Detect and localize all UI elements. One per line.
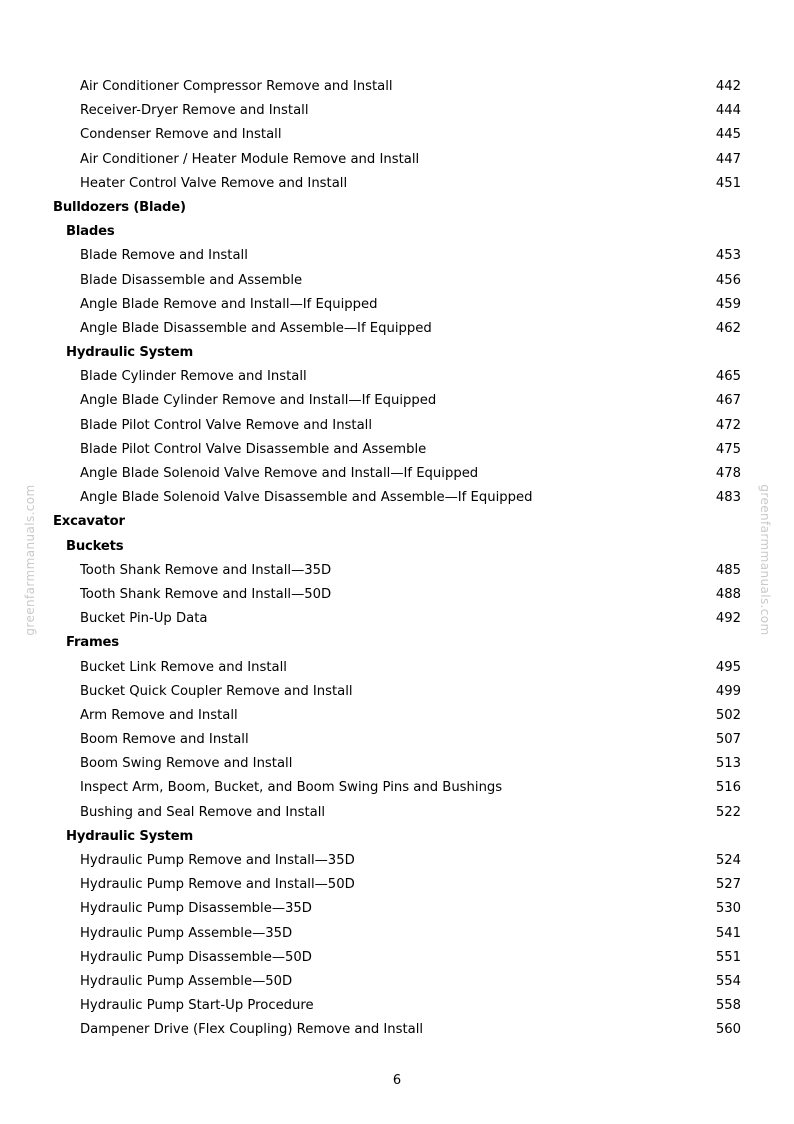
- toc-entry-title: Angle Blade Solenoid Valve Remove and Install—If Equipped: [80, 466, 479, 481]
- toc-entry-page: 462: [715, 320, 741, 336]
- toc-entry-title: Bucket Quick Coupler Remove and Install: [80, 683, 353, 699]
- toc-entry-title: Air Conditioner / Heater Module Remove and Install: [80, 151, 420, 167]
- toc-entry-page: 495: [715, 659, 741, 675]
- toc-entry[interactable]: [0, 559, 794, 583]
- toc-entry-title: Hydraulic Pump Assemble—50D: [80, 973, 293, 989]
- toc-entry[interactable]: [0, 269, 794, 293]
- toc-entry-title: Boom Swing Remove and Install: [80, 756, 293, 772]
- toc-entry[interactable]: [0, 728, 794, 752]
- toc-entry-title: Hydraulic Pump Start-Up Procedure: [80, 998, 314, 1014]
- toc-entry-title: Dampener Drive (Flex Coupling) Remove and Install: [80, 1022, 424, 1038]
- toc-entry-page: 451: [715, 175, 741, 191]
- watermark-left-text: greenfarmmanuals.com: [23, 484, 37, 636]
- toc-entry-page: 442: [715, 79, 741, 94]
- toc-entry[interactable]: [0, 922, 794, 946]
- toc-entry-page: 465: [715, 369, 741, 385]
- toc-entry-page: 467: [715, 393, 741, 409]
- toc-entry[interactable]: [0, 873, 794, 897]
- toc-entry[interactable]: [0, 776, 794, 800]
- toc-entry-page: 444: [715, 103, 741, 119]
- toc-subsection-heading: [0, 341, 794, 365]
- toc-entry-title: Inspect Arm, Boom, Bucket, and Boom Swing Pins and Bushings: [80, 780, 503, 796]
- toc-entry[interactable]: [0, 994, 794, 1018]
- toc-entry[interactable]: [0, 801, 794, 825]
- toc-entry-title: Boom Remove and Install: [80, 732, 249, 748]
- toc-entry[interactable]: [0, 704, 794, 728]
- toc-entry-title: Excavator: [53, 514, 125, 530]
- toc-entry[interactable]: [0, 897, 794, 921]
- toc-entry[interactable]: [0, 172, 794, 196]
- toc-entry-title: Bulldozers (Blade): [53, 199, 186, 215]
- toc-entry-title: Frames: [66, 635, 119, 651]
- toc-entry-title: Blades: [66, 224, 115, 240]
- toc-entry-page: 475: [715, 441, 741, 457]
- toc-entry[interactable]: [0, 414, 794, 438]
- toc-entry[interactable]: [0, 293, 794, 317]
- toc-entry[interactable]: [0, 389, 794, 413]
- toc-section-heading: [0, 196, 794, 220]
- toc-entry[interactable]: [0, 656, 794, 680]
- toc-entry-title: Bucket Pin-Up Data: [80, 611, 208, 627]
- toc-entry[interactable]: [0, 583, 794, 607]
- toc-entry-title: Angle Blade Solenoid Valve Disassemble and Assemble—If Equipped: [80, 490, 533, 506]
- toc-subsection-heading: [0, 535, 794, 559]
- toc-entry-page: 551: [715, 949, 741, 965]
- toc-entry-page: 483: [715, 490, 741, 506]
- toc-entry[interactable]: [0, 438, 794, 462]
- table-of-contents: [0, 75, 794, 1043]
- toc-entry-title: Angle Blade Remove and Install—If Equipped: [80, 296, 378, 312]
- toc-entry-title: Hydraulic Pump Assemble—35D: [80, 925, 293, 941]
- toc-entry-page: 472: [715, 417, 741, 433]
- toc-entry-title: Blade Cylinder Remove and Install: [80, 369, 307, 385]
- toc-entry-title: Blade Pilot Control Valve Remove and Install: [80, 417, 373, 433]
- toc-entry-title: Hydraulic Pump Remove and Install—35D: [80, 853, 355, 868]
- toc-entry-page: 478: [715, 466, 741, 481]
- toc-entry-page: 527: [715, 877, 741, 893]
- toc-entry-page: 560: [715, 1022, 741, 1038]
- toc-entry[interactable]: [0, 317, 794, 341]
- toc-entry-page: 507: [715, 732, 741, 748]
- toc-entry[interactable]: [0, 607, 794, 631]
- toc-entry[interactable]: [0, 680, 794, 704]
- toc-entry-title: Tooth Shank Remove and Install—35D: [80, 562, 332, 578]
- toc-entry-page: 488: [715, 586, 741, 602]
- toc-entry-title: Angle Blade Disassemble and Assemble—If Equipped: [80, 320, 432, 336]
- toc-entry-title: Receiver-Dryer Remove and Install: [80, 103, 309, 119]
- toc-entry-page: 541: [715, 925, 741, 941]
- toc-section-heading: [0, 510, 794, 534]
- toc-entry-title: Hydraulic Pump Disassemble—50D: [80, 949, 312, 965]
- toc-entry[interactable]: [0, 486, 794, 510]
- toc-entry[interactable]: [0, 75, 794, 99]
- toc-entry-title: Heater Control Valve Remove and Install: [80, 175, 348, 191]
- toc-entry-title: Hydraulic System: [66, 828, 194, 844]
- toc-subsection-heading: [0, 825, 794, 849]
- toc-entry-title: Hydraulic System: [66, 345, 194, 361]
- toc-entry-page: 554: [715, 973, 741, 989]
- toc-subsection-heading: [0, 220, 794, 244]
- toc-entry-title: Bucket Link Remove and Install: [80, 659, 287, 675]
- toc-subsection-heading: [0, 631, 794, 655]
- toc-entry-page: 492: [715, 611, 741, 627]
- toc-entry-page: 485: [715, 562, 741, 578]
- toc-entry-page: 499: [715, 683, 741, 699]
- toc-entry-title: Blade Pilot Control Valve Disassemble and Assemble: [80, 441, 427, 457]
- toc-entry-title: Blade Disassemble and Assemble: [80, 272, 303, 288]
- toc-entry-title: Hydraulic Pump Remove and Install—50D: [80, 877, 355, 893]
- toc-entry-title: Tooth Shank Remove and Install—50D: [80, 586, 332, 602]
- toc-entry[interactable]: [0, 244, 794, 268]
- toc-entry[interactable]: [0, 365, 794, 389]
- toc-entry-title: Condenser Remove and Install: [80, 127, 282, 143]
- toc-entry-title: Buckets: [66, 538, 124, 554]
- toc-entry-page: 516: [715, 780, 741, 796]
- toc-entry-page: 502: [715, 707, 741, 723]
- toc-entry-page: 445: [715, 127, 741, 143]
- watermark-right-text: greenfarmmanuals.com: [758, 484, 772, 636]
- toc-entry[interactable]: [0, 752, 794, 776]
- toc-entry-title: Hydraulic Pump Disassemble—35D: [80, 901, 312, 917]
- toc-entry-page: 530: [715, 901, 741, 917]
- toc-entry[interactable]: [0, 1018, 794, 1042]
- toc-entry[interactable]: [0, 99, 794, 123]
- toc-entry-title: Arm Remove and Install: [80, 707, 238, 723]
- toc-entry[interactable]: [0, 849, 794, 873]
- toc-entry[interactable]: [0, 970, 794, 994]
- toc-entry[interactable]: [0, 148, 794, 172]
- toc-entry-page: 558: [715, 998, 741, 1014]
- page-number: 6: [392, 1073, 402, 1088]
- toc-entry-title: Blade Remove and Install: [80, 248, 248, 264]
- toc-entry-page: 453: [715, 248, 741, 264]
- toc-entry-title: Bushing and Seal Remove and Install: [80, 804, 326, 820]
- toc-entry-title: Angle Blade Cylinder Remove and Install—If Equipped: [80, 393, 437, 409]
- toc-entry-page: 456: [715, 272, 741, 288]
- toc-entry[interactable]: [0, 123, 794, 147]
- toc-entry-page: 447: [715, 151, 741, 167]
- toc-entry-page: 524: [715, 853, 741, 868]
- toc-entry-page: 522: [715, 804, 741, 820]
- toc-entry[interactable]: [0, 462, 794, 486]
- toc-entry-page: 513: [715, 756, 741, 772]
- toc-entry-title: Air Conditioner Compressor Remove and Install: [80, 79, 393, 94]
- toc-entry-page: 459: [715, 296, 741, 312]
- toc-entry[interactable]: [0, 946, 794, 970]
